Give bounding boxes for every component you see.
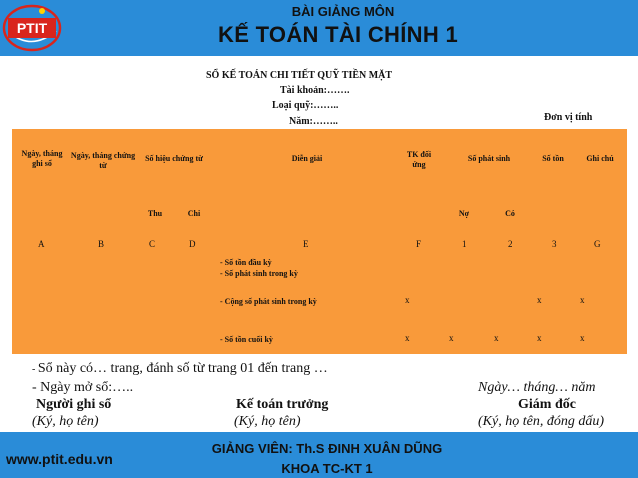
closing-debit-mark: x: [449, 333, 454, 343]
subject-label: BÀI GIẢNG MÔN: [291, 4, 395, 19]
column-code: D: [189, 239, 196, 249]
subheader-credit: Có: [505, 209, 515, 218]
closing-balance-mark: x: [537, 333, 542, 343]
column-code: G: [594, 239, 601, 249]
recorder-signature-title: Người ghi sổ: [36, 397, 112, 412]
row-opening-balance: - Số tồn đầu kỳ: [220, 258, 272, 267]
header-note: Ghi chú: [586, 154, 614, 163]
ledger-title: SỔ KẾ TOÁN CHI TIẾT QUỸ TIỀN MẶT: [206, 70, 393, 81]
closing-note-mark: x: [580, 333, 585, 343]
ledger-table: [12, 129, 627, 354]
ledger-unit: Đơn vị tính: [544, 112, 593, 123]
header-document-date: Ngày, tháng chứng từ: [70, 151, 136, 170]
instructor-name: GIẢNG VIÊN: Th.S ĐINH XUÂN DŨNG: [211, 441, 443, 456]
header-contra-account: TK đối ứng: [406, 150, 432, 169]
logo-text: PTIT: [16, 20, 48, 36]
chief-accountant-signature-note: (Ký, họ tên): [234, 414, 301, 429]
row-period-total: - Cộng số phát sinh trong kỳ: [220, 297, 317, 306]
website-url: www.ptit.edu.vn: [6, 451, 113, 467]
director-signature-title: Giám đốc: [518, 397, 576, 412]
column-code: B: [98, 239, 105, 249]
ledger-account: Tài khoản:…….: [280, 85, 350, 96]
course-title: KẾ TOÁN TÀI CHÍNH 1: [218, 22, 458, 47]
column-code: A: [38, 239, 45, 249]
ledger-fund-type: Loại quỹ:……..: [272, 100, 339, 111]
date-line: Ngày… tháng… năm: [478, 380, 596, 395]
ledger-year: Năm:……..: [289, 116, 338, 127]
column-code: 1: [462, 239, 467, 249]
total-balance-mark: x: [537, 295, 542, 305]
total-contra-mark: x: [405, 295, 410, 305]
total-note-mark: x: [580, 295, 585, 305]
header-description: Diễn giải: [291, 154, 323, 163]
closing-credit-mark: x: [494, 333, 499, 343]
subheader-debit: Nợ: [458, 209, 470, 218]
row-closing-balance: - Số tồn cuối kỳ: [220, 335, 273, 344]
header-movement: Số phát sinh: [467, 154, 511, 163]
column-code: 2: [508, 239, 513, 249]
header-record-date: Ngày, tháng ghi sổ: [21, 149, 63, 168]
faculty-name: KHOA TC-KT 1: [281, 461, 373, 476]
recorder-signature-note: (Ký, họ tên): [32, 414, 99, 429]
column-code: 3: [552, 239, 557, 249]
column-code: C: [149, 239, 156, 249]
page-count-note: - Sổ này có… trang, đánh số từ trang 01 đến trang …: [32, 361, 328, 376]
subheader-receipt: Thu: [147, 209, 163, 218]
column-code: F: [416, 239, 422, 249]
column-code: E: [303, 239, 309, 249]
row-period-movement: - Số phát sinh trong kỳ: [220, 269, 298, 278]
subheader-payment: Chi: [187, 209, 201, 218]
chief-accountant-signature-title: Kế toán trưởng: [236, 397, 329, 412]
director-signature-note: (Ký, họ tên, đóng dấu): [478, 414, 604, 429]
opening-date-note: - Ngày mở sổ:…..: [32, 380, 134, 395]
closing-contra-mark: x: [405, 333, 410, 343]
header-document-number: Số hiệu chứng từ: [145, 154, 203, 163]
header-balance: Số tồn: [542, 154, 564, 163]
